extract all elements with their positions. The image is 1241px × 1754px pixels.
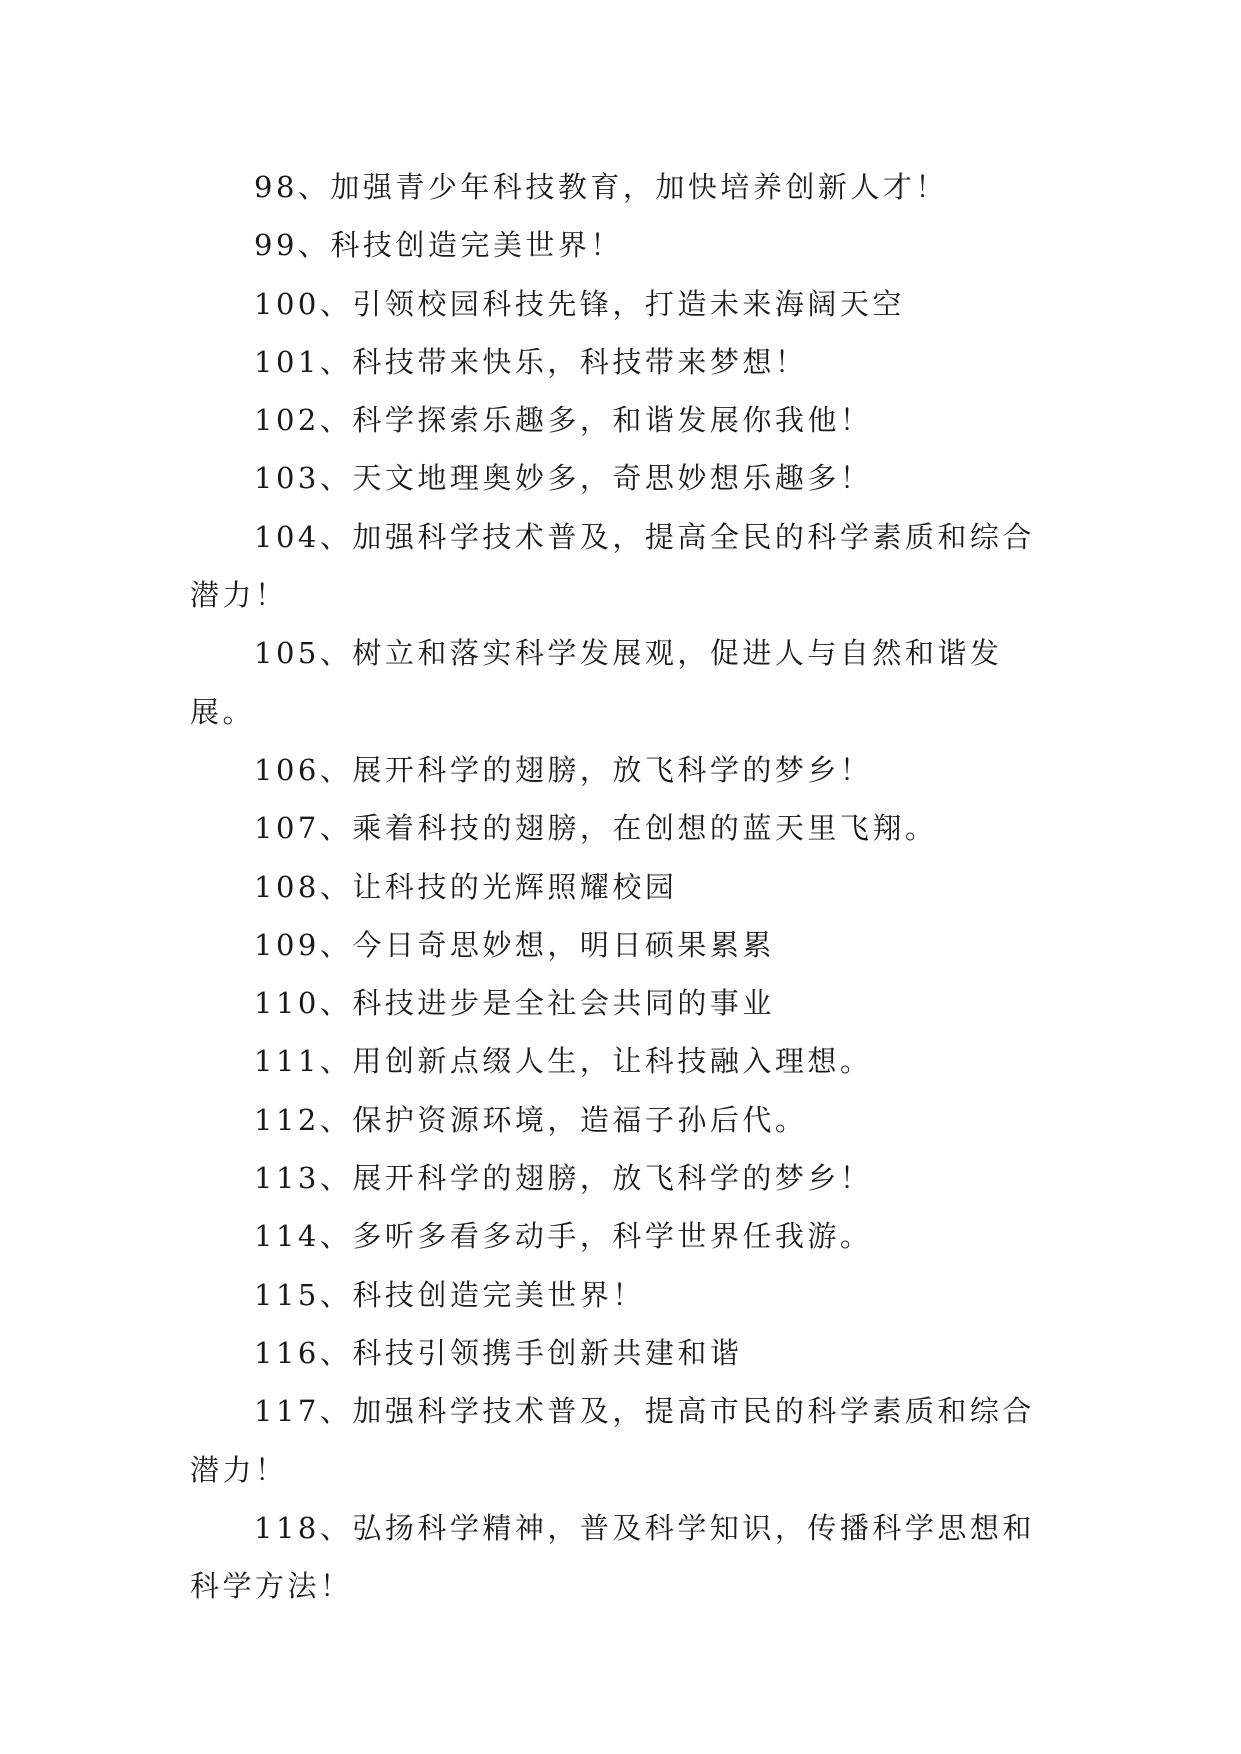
paragraph-115: 115、科技创造完美世界！ — [254, 1277, 645, 1312]
paragraph-117: 117、加强科学技术普及，提高市民的科学素质和综合潜力！ — [190, 1394, 1035, 1487]
paragraph-102: 102、科学探索乐趣多，和谐发展你我他！ — [254, 403, 873, 438]
paragraph-105: 105、树立和落实科学发展观，促进人与自然和谐发展。 — [190, 636, 1003, 729]
paragraph-116: 116、科技引领携手创新共建和谐 — [254, 1335, 743, 1370]
paragraph-113: 113、展开科学的翅膀，放飞科学的梦乡！ — [254, 1161, 873, 1196]
paragraph-106: 106、展开科学的翅膀，放飞科学的梦乡！ — [254, 752, 873, 787]
paragraph-112: 112、保护资源环境，造福子孙后代。 — [254, 1102, 808, 1137]
paragraph-111: 111、用创新点缀人生，让科技融入理想。 — [254, 1044, 873, 1079]
paragraph-118: 118、弘扬科学精神，普及科学知识，传播科学思想和科学方法！ — [190, 1510, 1035, 1604]
document-body — [190, 158, 1060, 1615]
paragraph-100: 100、引领校园科技先锋，打造未来海阔天空 — [254, 286, 905, 321]
paragraph-103: 103、天文地理奥妙多，奇思妙想乐趣多！ — [254, 461, 873, 496]
paragraph-108: 108、让科技的光辉照耀校园 — [254, 869, 678, 904]
paragraph-98: 98、加强青少年科技教育，加快培养创新人才！ — [254, 170, 948, 204]
paragraph-109: 109、今日奇思妙想，明日硕果累累 — [254, 927, 775, 962]
paragraph-104: 104、加强科学技术普及，提高全民的科学素质和综合潜力！ — [190, 519, 1035, 613]
paragraph-114: 114、多听多看多动手，科学世界任我游。 — [254, 1219, 873, 1254]
paragraph-110: 110、科技进步是全社会共同的事业 — [254, 986, 775, 1021]
paragraph-99: 99、科技创造完美世界！ — [254, 228, 623, 263]
paragraph-101: 101、科技带来快乐，科技带来梦想！ — [254, 344, 808, 379]
paragraph-107: 107、乘着科技的翅膀，在创想的蓝天里飞翔。 — [254, 811, 938, 846]
